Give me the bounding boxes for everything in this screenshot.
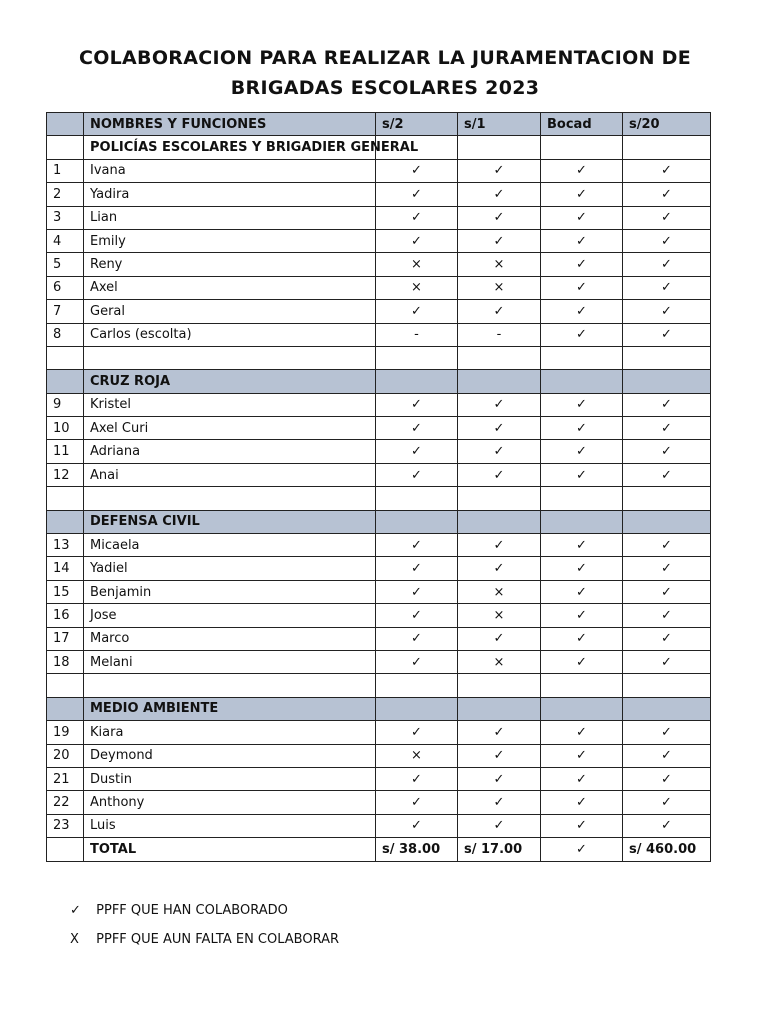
s20-cell: ✓ [623,721,711,744]
bocad-cell: ✓ [541,650,623,673]
empty-cell [541,487,623,510]
row-number: 3 [47,206,84,229]
empty-cell [84,346,376,369]
row-number: 23 [47,814,84,837]
name-cell: Ivana [84,159,376,182]
s1-cell: ✓ [458,417,541,440]
bocad-cell: ✓ [541,417,623,440]
s20-cell: ✓ [623,300,711,323]
name-cell: Benjamin [84,580,376,603]
legend-text: PPFF QUE HAN COLABORADO [96,903,288,918]
s2-cell: ✓ [376,534,458,557]
s20-cell: ✓ [623,580,711,603]
table-row [47,767,711,790]
empty-cell [541,674,623,697]
s1-cell: ✓ [458,183,541,206]
table-row [47,744,711,767]
header-cell: s/20 [623,113,711,136]
empty-cell [458,697,541,720]
name-cell: Carlos (escolta) [84,323,376,346]
row-number: 17 [47,627,84,650]
s1-cell: - [458,323,541,346]
empty-cell [47,346,84,369]
empty-cell [541,697,623,720]
bocad-cell: ✓ [541,721,623,744]
collaboration-table [46,112,711,862]
row-number: 6 [47,276,84,299]
s20-cell: ✓ [623,814,711,837]
s1-cell: × [458,253,541,276]
name-cell: Anai [84,463,376,486]
empty-cell [623,510,711,533]
empty-cell [376,510,458,533]
section-header-row [47,370,711,393]
s1-cell: ✓ [458,300,541,323]
table-header-row [47,113,711,136]
table-row [47,791,711,814]
s20-cell: ✓ [623,557,711,580]
name-cell: Yadira [84,183,376,206]
name-cell: Lian [84,206,376,229]
row-number: 14 [47,557,84,580]
blank-row [47,346,711,369]
table-row [47,721,711,744]
name-cell: Jose [84,604,376,627]
x-icon: X [70,932,79,947]
s2-cell: ✓ [376,206,458,229]
table-row [47,440,711,463]
bocad-cell: ✓ [541,393,623,416]
empty-cell [623,487,711,510]
s1-cell: ✓ [458,814,541,837]
s20-cell: ✓ [623,393,711,416]
check-icon: ✓ [70,903,81,918]
header-cell: s/2 [376,113,458,136]
s20-cell: ✓ [623,253,711,276]
empty-cell [541,346,623,369]
row-number: 5 [47,253,84,276]
row-number: 7 [47,300,84,323]
name-cell: Kristel [84,393,376,416]
bocad-cell: ✓ [541,159,623,182]
empty-cell [376,346,458,369]
empty-cell [84,674,376,697]
empty-cell [376,370,458,393]
header-cell: s/1 [458,113,541,136]
name-cell: Kiara [84,721,376,744]
name-cell: Axel [84,276,376,299]
s2-cell: ✓ [376,580,458,603]
legend-text: PPFF QUE AUN FALTA EN COLABORAR [96,932,340,947]
empty-cell [47,487,84,510]
bocad-cell: ✓ [541,557,623,580]
s2-cell: ✓ [376,159,458,182]
s2-cell: ✓ [376,767,458,790]
bocad-cell: ✓ [541,604,623,627]
bocad-cell: ✓ [541,580,623,603]
row-number: 1 [47,159,84,182]
s1-cell: ✓ [458,229,541,252]
title-line-1: COLABORACION PARA REALIZAR LA JURAMENTACION DE [78,47,692,69]
s2-cell: ✓ [376,627,458,650]
s2-cell: ✓ [376,721,458,744]
s20-cell: ✓ [623,791,711,814]
table-row [47,604,711,627]
name-cell: Reny [84,253,376,276]
total-label: TOTAL [84,838,376,861]
empty-cell [541,510,623,533]
s20-cell: ✓ [623,534,711,557]
bocad-cell: ✓ [541,814,623,837]
s20-cell: ✓ [623,229,711,252]
s20-cell: ✓ [623,650,711,673]
empty-cell [623,370,711,393]
s2-cell: - [376,323,458,346]
bocad-cell: ✓ [541,323,623,346]
table-row [47,159,711,182]
s2-cell: ✓ [376,814,458,837]
table-body [47,113,711,862]
table-row [47,580,711,603]
empty-cell [541,136,623,159]
empty-cell [458,346,541,369]
section-title: MEDIO AMBIENTE [84,697,376,720]
s20-cell: ✓ [623,463,711,486]
table-row [47,814,711,837]
name-cell: Axel Curi [84,417,376,440]
bocad-cell: ✓ [541,767,623,790]
total-cell: s/ 17.00 [458,838,541,861]
header-cell: NOMBRES Y FUNCIONES [84,113,376,136]
s1-cell: ✓ [458,534,541,557]
s2-cell: ✓ [376,300,458,323]
name-cell: Deymond [84,744,376,767]
blank-row [47,674,711,697]
row-number: 16 [47,604,84,627]
row-number: 13 [47,534,84,557]
section-title: DEFENSA CIVIL [84,510,376,533]
s1-cell: × [458,276,541,299]
blank-row [47,487,711,510]
s2-cell: ✓ [376,791,458,814]
row-number: 2 [47,183,84,206]
table-row [47,183,711,206]
table-row [47,650,711,673]
empty-cell [623,136,711,159]
empty-cell [458,510,541,533]
s20-cell: ✓ [623,767,711,790]
s2-cell: ✓ [376,557,458,580]
row-number: 12 [47,463,84,486]
s1-cell: ✓ [458,463,541,486]
s2-cell: ✓ [376,650,458,673]
bocad-cell: ✓ [541,744,623,767]
bocad-cell: ✓ [541,627,623,650]
row-number: 10 [47,417,84,440]
bocad-cell: ✓ [541,440,623,463]
empty-cell [623,674,711,697]
title-line-2: BRIGADAS ESCOLARES 2023 [230,77,540,99]
empty-cell [47,674,84,697]
bocad-cell: ✓ [541,229,623,252]
bocad-cell: ✓ [541,183,623,206]
empty-cell [458,674,541,697]
empty-cell [84,487,376,510]
s20-cell: ✓ [623,417,711,440]
s20-cell: ✓ [623,183,711,206]
name-cell: Adriana [84,440,376,463]
bocad-cell: ✓ [541,206,623,229]
name-cell: Luis [84,814,376,837]
section-header-row [47,697,711,720]
empty-cell [47,510,84,533]
s20-cell: ✓ [623,323,711,346]
empty-cell [376,487,458,510]
table-row [47,276,711,299]
s20-cell: ✓ [623,604,711,627]
document-title [40,43,730,103]
table-row [47,323,711,346]
s2-cell: ✓ [376,393,458,416]
s1-cell: × [458,650,541,673]
empty-cell [623,346,711,369]
name-cell: Emily [84,229,376,252]
name-cell: Anthony [84,791,376,814]
row-number: 19 [47,721,84,744]
s20-cell: ✓ [623,744,711,767]
s2-cell: ✓ [376,440,458,463]
s1-cell: ✓ [458,744,541,767]
row-number: 20 [47,744,84,767]
name-cell: Melani [84,650,376,673]
name-cell: Geral [84,300,376,323]
empty-cell [541,370,623,393]
total-row [47,838,711,861]
row-number: 22 [47,791,84,814]
name-cell: Marco [84,627,376,650]
table-row [47,253,711,276]
s2-cell: × [376,744,458,767]
s2-cell: ✓ [376,183,458,206]
row-number: 8 [47,323,84,346]
name-cell: Dustin [84,767,376,790]
total-cell [47,838,84,861]
empty-cell [47,697,84,720]
empty-cell [47,136,84,159]
s1-cell: ✓ [458,767,541,790]
name-cell: Yadiel [84,557,376,580]
s20-cell: ✓ [623,627,711,650]
table-row [47,463,711,486]
row-number: 4 [47,229,84,252]
table-row [47,393,711,416]
s20-cell: ✓ [623,440,711,463]
s2-cell: ✓ [376,463,458,486]
header-cell [47,113,84,136]
bocad-cell: ✓ [541,791,623,814]
empty-cell [376,697,458,720]
empty-cell [623,697,711,720]
s1-cell: ✓ [458,393,541,416]
s2-cell: ✓ [376,229,458,252]
row-number: 11 [47,440,84,463]
s1-cell: ✓ [458,440,541,463]
s1-cell: ✓ [458,627,541,650]
s1-cell: × [458,580,541,603]
row-number: 9 [47,393,84,416]
table-row [47,557,711,580]
bocad-cell: ✓ [541,300,623,323]
subheader-row [47,136,711,159]
total-cell: s/ 460.00 [623,838,711,861]
row-number: 15 [47,580,84,603]
row-number: 21 [47,767,84,790]
bocad-cell: ✓ [541,253,623,276]
s20-cell: ✓ [623,276,711,299]
s2-cell: ✓ [376,417,458,440]
section-title: CRUZ ROJA [84,370,376,393]
table-row [47,229,711,252]
s1-cell: ✓ [458,557,541,580]
bocad-cell: ✓ [541,534,623,557]
s2-cell: × [376,253,458,276]
s20-cell: ✓ [623,206,711,229]
total-cell: ✓ [541,838,623,861]
s1-cell: × [458,604,541,627]
table-row [47,534,711,557]
total-cell: s/ 38.00 [376,838,458,861]
name-cell: Micaela [84,534,376,557]
empty-cell [458,136,541,159]
header-cell: Bocad [541,113,623,136]
s1-cell: ✓ [458,791,541,814]
bocad-cell: ✓ [541,463,623,486]
s1-cell: ✓ [458,159,541,182]
subheader-cell: POLICÍAS ESCOLARES Y BRIGADIER GENERAL [84,136,376,159]
empty-cell [376,674,458,697]
section-header-row [47,510,711,533]
legend-item-pending [70,932,339,947]
s2-cell: ✓ [376,604,458,627]
row-number: 18 [47,650,84,673]
empty-cell [458,370,541,393]
table-row [47,300,711,323]
table-row [47,627,711,650]
s1-cell: ✓ [458,721,541,744]
table-row [47,206,711,229]
empty-cell [458,487,541,510]
s2-cell: × [376,276,458,299]
s20-cell: ✓ [623,159,711,182]
empty-cell [47,370,84,393]
s1-cell: ✓ [458,206,541,229]
table-row [47,417,711,440]
legend-item-collaborated [70,903,288,918]
bocad-cell: ✓ [541,276,623,299]
